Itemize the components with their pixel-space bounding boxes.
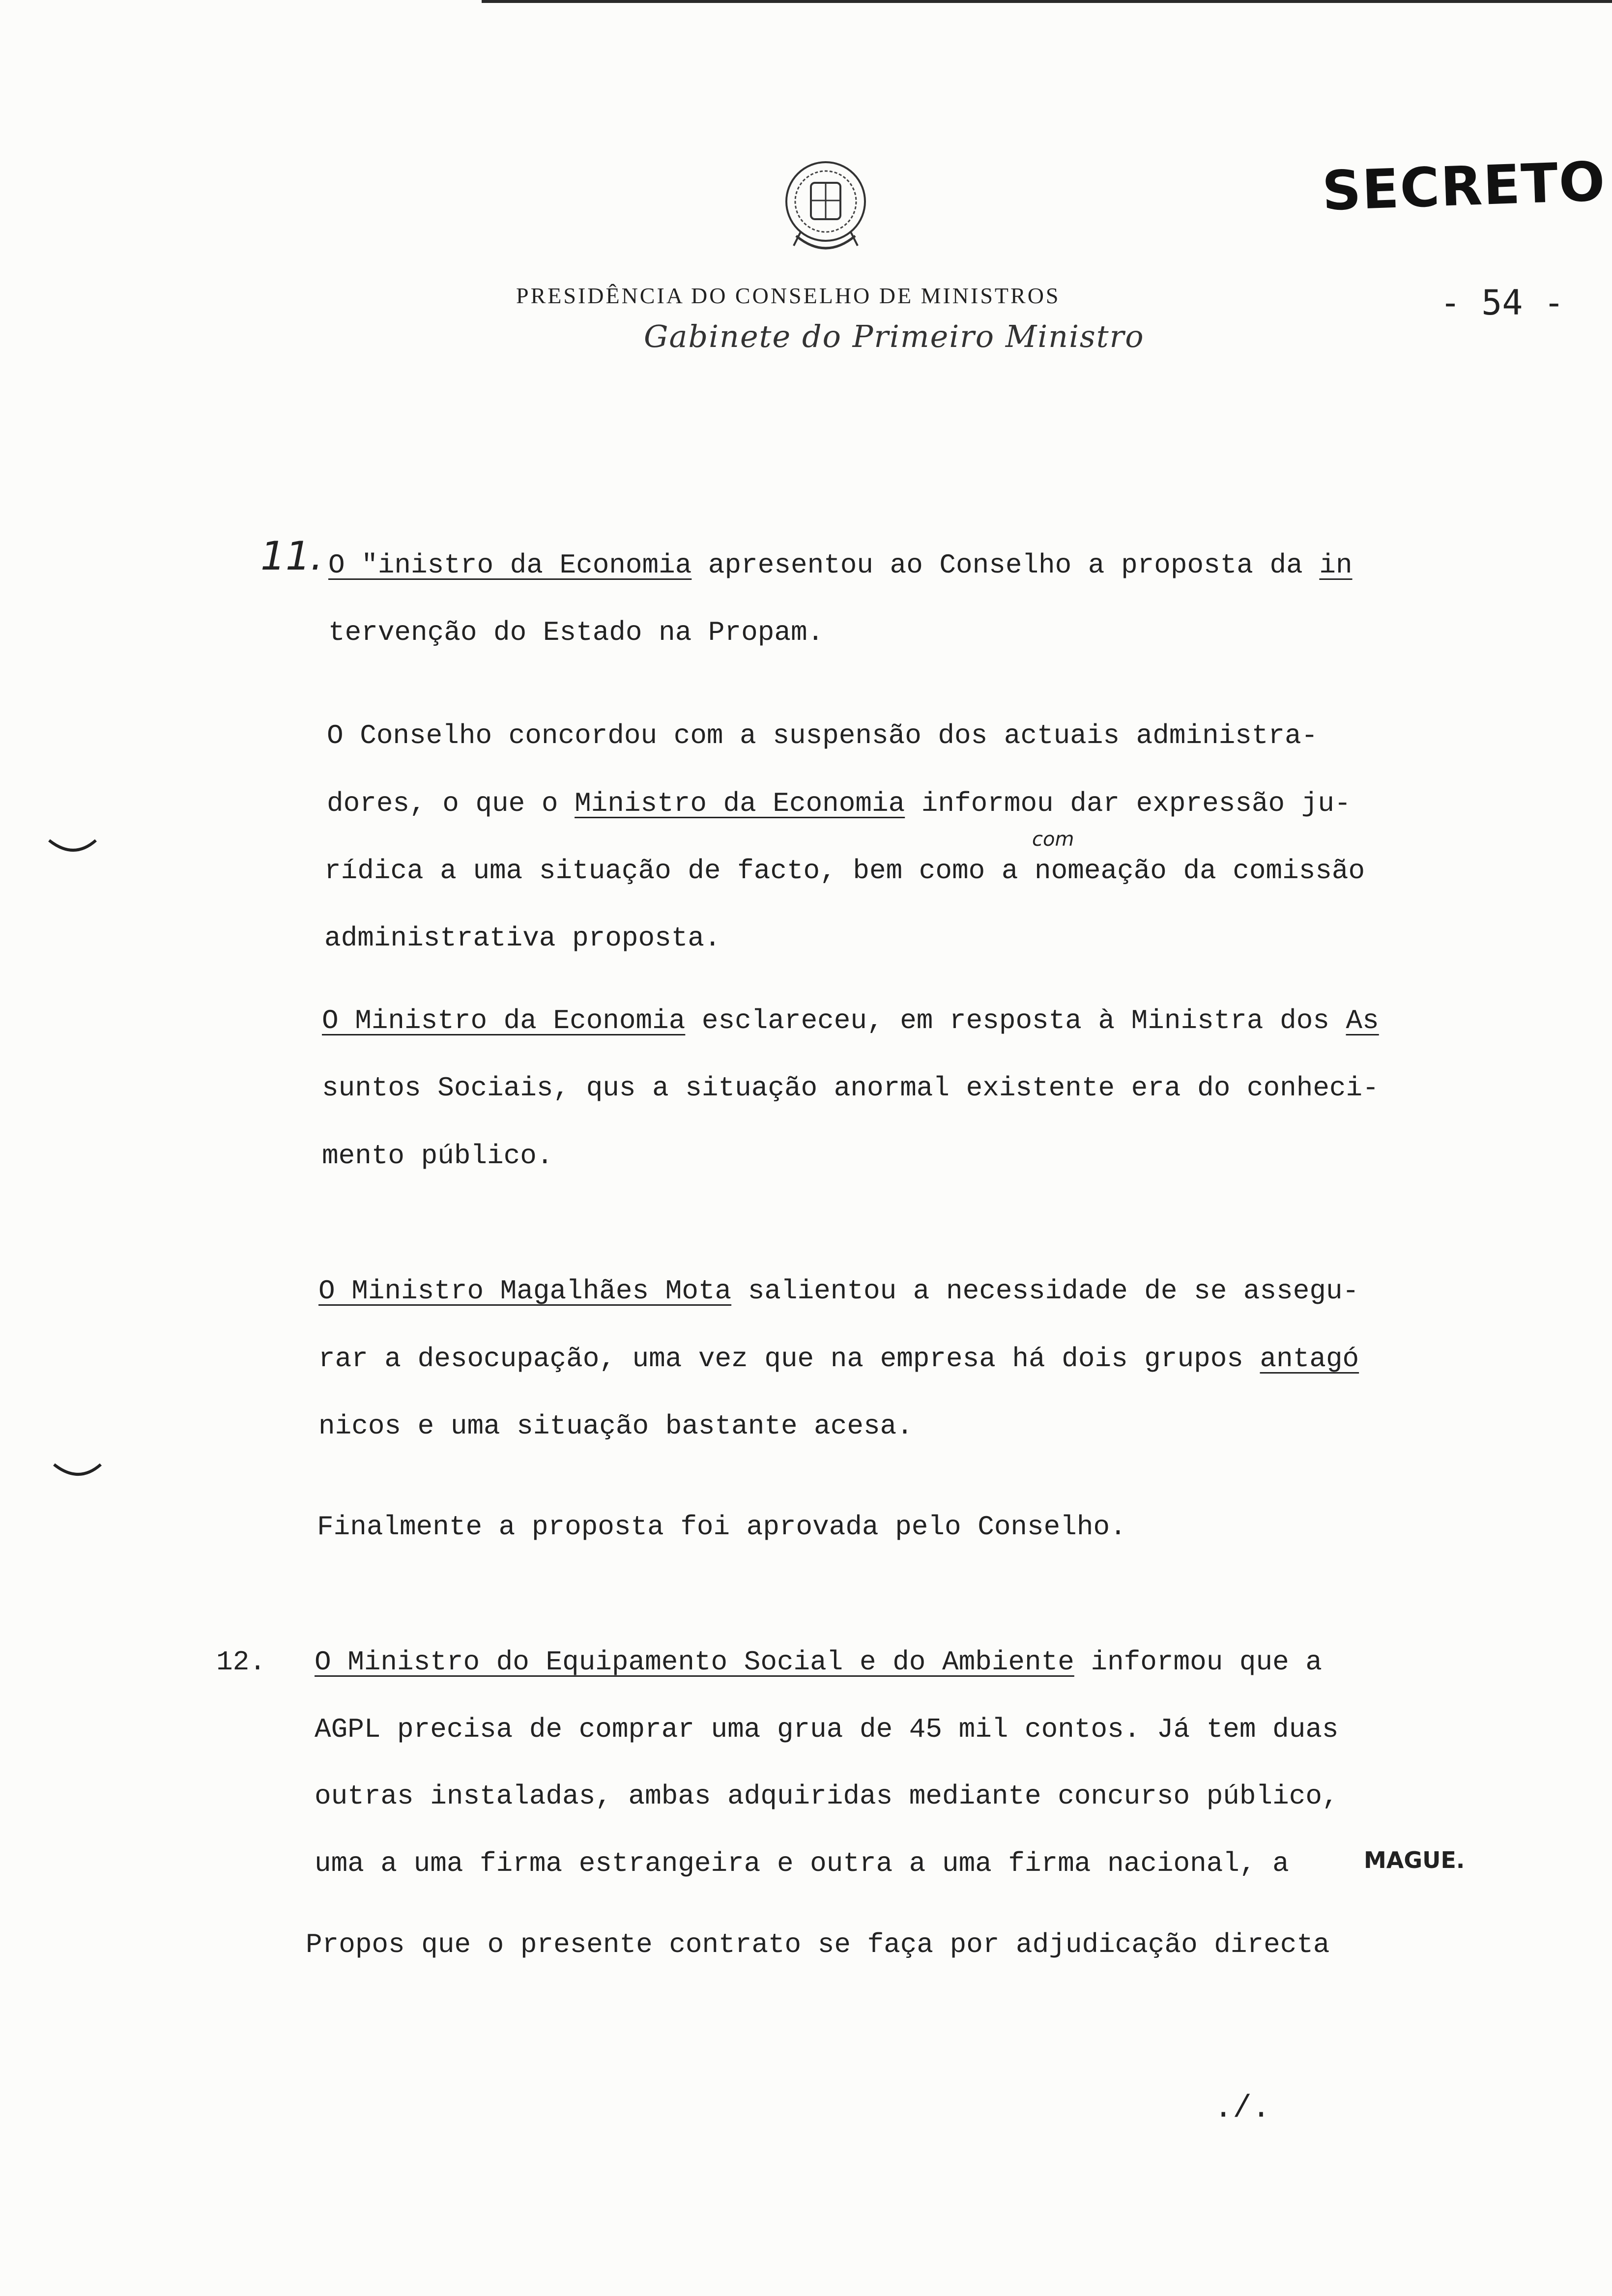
item-12-line4: uma a uma firma estrangeira e outra a uma firma nacional, a <box>315 1848 1289 1879</box>
item-12-line5: Propos que o presente contrato se faça por adjudicação directa <box>306 1929 1330 1960</box>
minister-economy-ref: Ministro da Economia <box>575 788 905 819</box>
item-12-line3: outras instaladas, ambas adquiridas mediante concurso público, <box>315 1780 1339 1812</box>
minister-economy-ref: O "inistro da Economia <box>328 549 692 581</box>
item-11-p2-line1: O Conselho concordou com a suspensão dos actuais administra- <box>327 720 1318 751</box>
item-11-p2-line3: rídica a uma situação de facto, bem como a nomeação da comissão <box>324 855 1365 887</box>
item-11-p3-line3: mento público. <box>322 1140 553 1172</box>
continuation-mark: ./. <box>1214 2091 1271 2126</box>
top-edge-line <box>482 0 1612 3</box>
item-11-p1-line2: tervenção do Estado na Propam. <box>328 617 824 648</box>
item-11-p4-line2: rar a desocupação, uma vez que na empresa há dois grupos antagó <box>318 1343 1359 1375</box>
item-11-number: 11. <box>260 533 323 579</box>
page-number: - 54 - <box>1440 283 1564 323</box>
minister-economy-ref: O Ministro da Economia <box>322 1005 686 1036</box>
margin-tick-mark <box>47 833 101 862</box>
institution-heading: PRESIDÊNCIA DO CONSELHO DE MINISTROS <box>516 283 1061 308</box>
classification-stamp: SECRETO <box>1321 149 1607 223</box>
item-11-p5: Finalmente a proposta foi aprovada pelo Conselho. <box>317 1511 1126 1543</box>
office-heading: Gabinete do Primeiro Ministro <box>644 318 1145 354</box>
item-12-number: 12. <box>216 1646 266 1678</box>
handwritten-company-name: MAGUE. <box>1364 1847 1465 1873</box>
item-11-p3-line2: suntos Sociais, qus a situação anormal existente era do conheci- <box>322 1072 1379 1104</box>
item-11-p4-line3: nicos e uma situação bastante acesa. <box>318 1410 913 1442</box>
item-11-p4-line1: O Ministro Magalhães Mota salientou a necessidade de se assegu- <box>318 1275 1359 1307</box>
margin-tick-mark <box>52 1457 106 1487</box>
item-11-p2-line4: administrativa proposta. <box>324 922 721 954</box>
minister-magalhaes-ref: O Ministro Magalhães Mota <box>318 1275 732 1307</box>
item-11-p1-line1: O "inistro da Economia apresentou ao Conselho a proposta da in <box>328 549 1353 581</box>
minister-equipment-ref: O Ministro do Equipamento Social e do Ambiente <box>315 1646 1074 1678</box>
item-12-line1: O Ministro do Equipamento Social e do Ambiente informou que a <box>315 1646 1322 1678</box>
item-12-line2: AGPL precisa de comprar uma grua de 45 mil contos. Já tem duas <box>315 1714 1339 1745</box>
coat-of-arms-seal <box>767 147 885 265</box>
handwritten-insert: com <box>1032 828 1074 851</box>
item-11-p2-line2: dores, o que o Ministro da Economia informou dar expressão ju- <box>327 788 1351 819</box>
item-11-p3-line1: O Ministro da Economia esclareceu, em resposta à Ministra dos As <box>322 1005 1379 1036</box>
